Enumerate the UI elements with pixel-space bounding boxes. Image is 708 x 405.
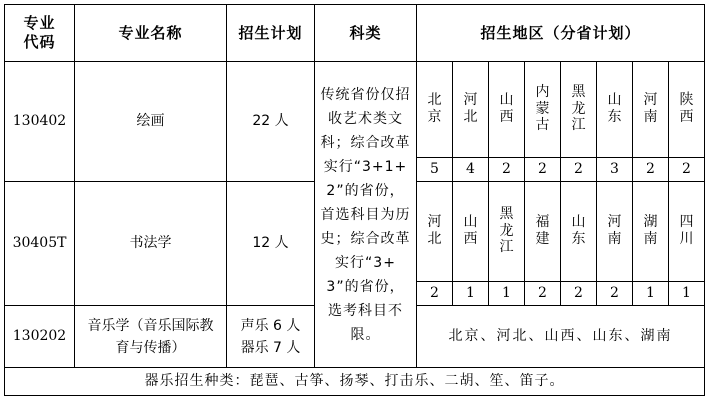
region-cell: 福建 [525,182,561,282]
count-cell: 2 [525,282,561,306]
region-cell: 陕西 [669,62,705,158]
count-cell: 2 [489,158,525,182]
region-cell: 黑龙江 [489,182,525,282]
header-region: 招生地区（分省计划） [417,5,705,62]
header-row [5,5,705,62]
row-3-code: 130202 [5,306,75,368]
region-cell: 河北 [453,62,489,158]
region-cell: 山西 [489,62,525,158]
region-cell: 四川 [669,182,705,282]
row-3-regions: 北京、河北、山西、山东、湖南 [417,306,705,368]
region-cell: 河南 [633,62,669,158]
table-row [5,62,705,158]
count-cell: 3 [597,158,633,182]
plan-instrumental: 器乐 7 人 [240,339,301,356]
row-1-plan: 22 人 [227,62,315,182]
count-cell: 2 [633,158,669,182]
row-3-plan [227,306,315,368]
row-1-name: 绘画 [75,62,227,182]
footer-row [5,368,705,396]
region-cell: 山东 [561,182,597,282]
count-cell: 1 [489,282,525,306]
count-cell: 4 [453,158,489,182]
row-2-code: 30405T [5,182,75,306]
row-3-name: 音乐学（音乐国际教育与传播） [75,306,227,368]
count-cell: 2 [669,158,705,182]
count-cell: 1 [453,282,489,306]
header-subject: 科类 [315,5,417,62]
header-plan: 招生计划 [227,5,315,62]
region-cell: 黑龙江 [561,62,597,158]
count-cell: 2 [561,158,597,182]
region-cell: 内蒙古 [525,62,561,158]
instrument-types-note: 器乐招生种类：琵琶、古筝、扬琴、打击乐、二胡、笙、笛子。 [5,368,705,396]
count-cell: 5 [417,158,453,182]
region-cell: 河南 [597,182,633,282]
row-2-plan: 12 人 [227,182,315,306]
count-cell: 2 [561,282,597,306]
count-cell: 2 [597,282,633,306]
region-cell: 河北 [417,182,453,282]
subject-note: 传统省份仅招收艺术类文科；综合改革实行“3+1+2”的省份，首选科目为历史；综合改革实行“3+3”的省份，选考科目不限。 [315,62,417,368]
count-cell: 1 [633,282,669,306]
count-cell: 1 [669,282,705,306]
region-cell: 北京 [417,62,453,158]
region-cell: 山东 [597,62,633,158]
admissions-table [4,4,705,396]
row-1-code: 130402 [5,62,75,182]
header-name: 专业名称 [75,5,227,62]
plan-vocal: 声乐 6 人 [240,317,301,334]
header-code: 专业代码 [5,5,75,62]
count-cell: 2 [417,282,453,306]
region-cell: 湖南 [633,182,669,282]
row-2-name: 书法学 [75,182,227,306]
count-cell: 2 [525,158,561,182]
region-cell: 山西 [453,182,489,282]
